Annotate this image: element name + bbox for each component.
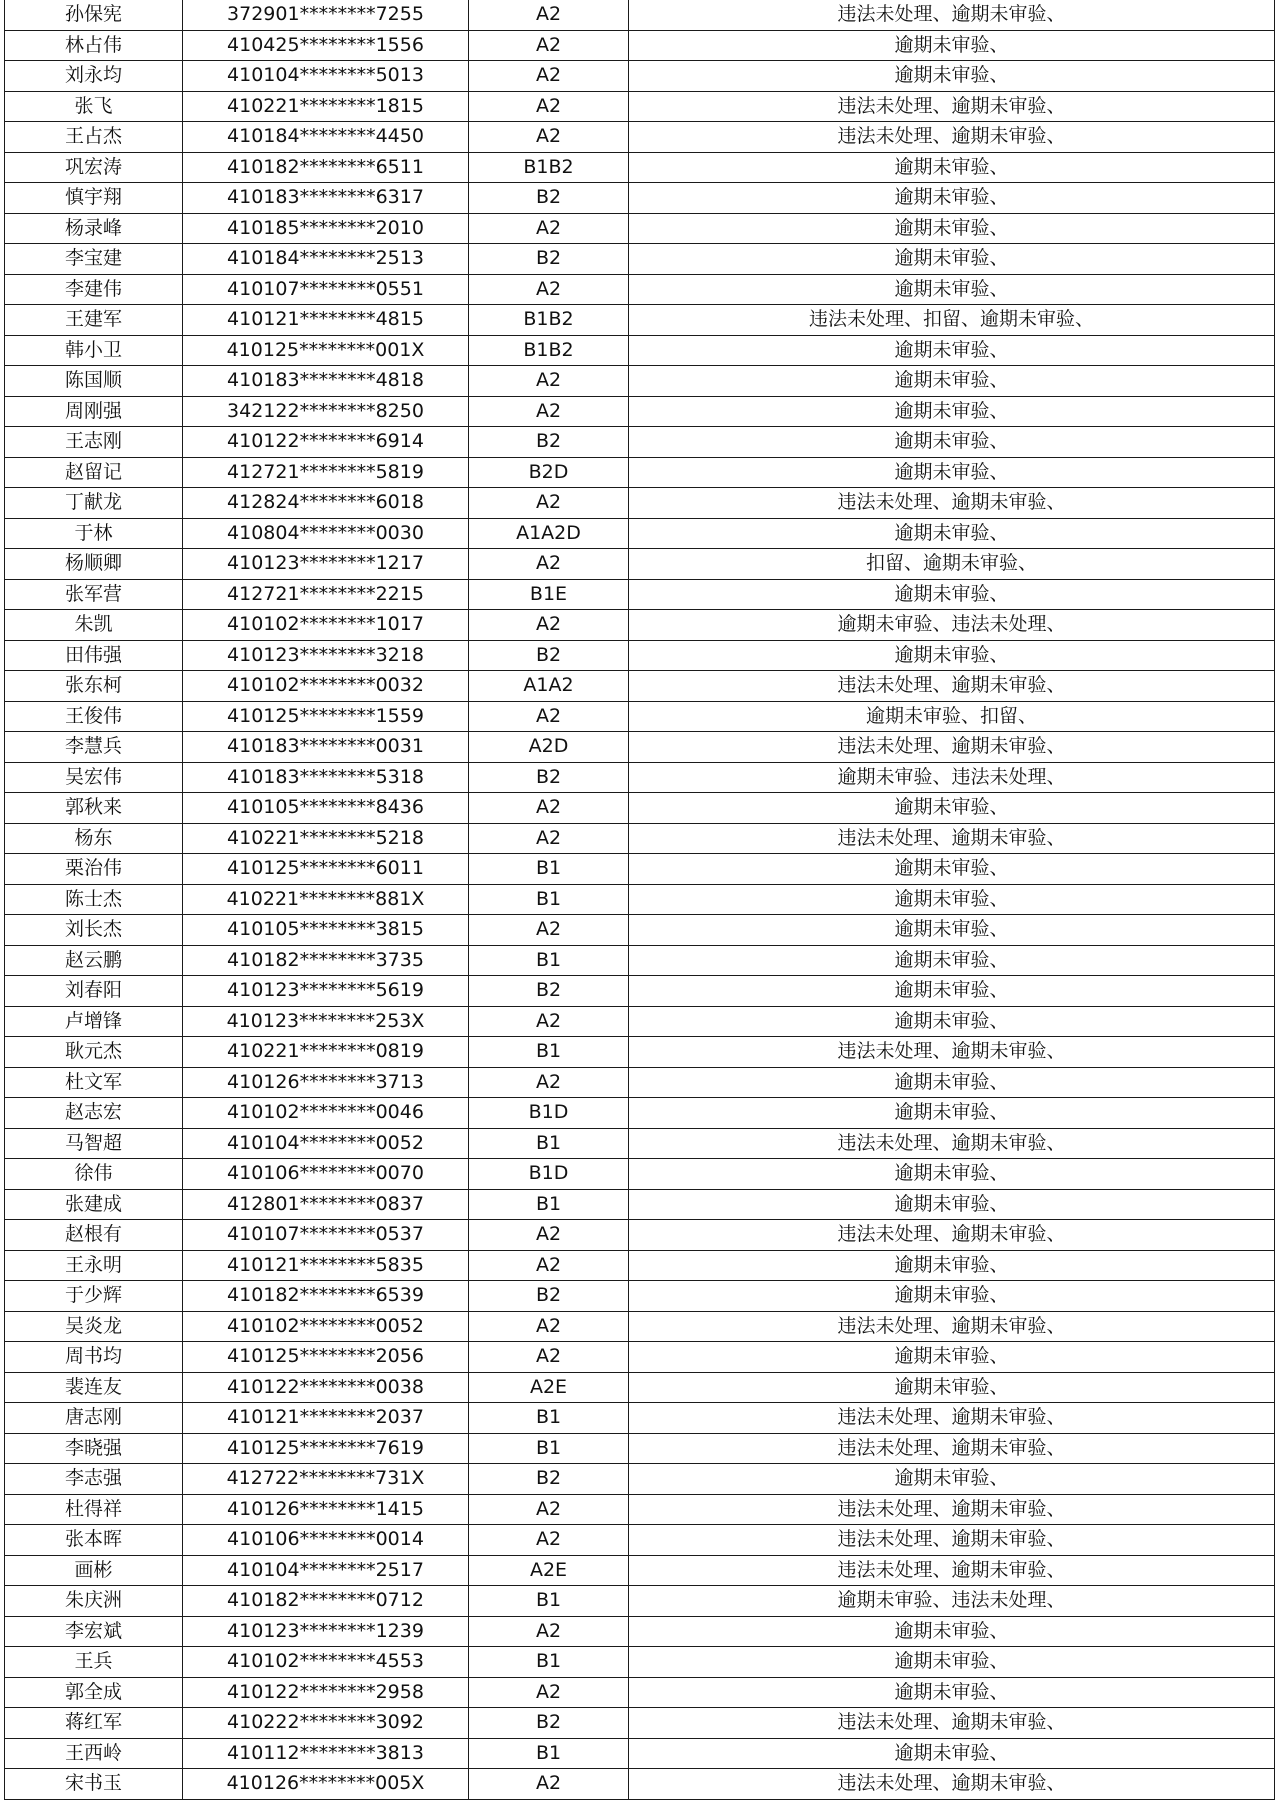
id-number-cell: 410104********2517 xyxy=(183,1555,469,1586)
id-number-cell: 410804********0030 xyxy=(183,518,469,549)
table-row xyxy=(5,1616,1275,1647)
table-row xyxy=(5,610,1275,641)
id-number-cell: 410107********0551 xyxy=(183,274,469,305)
license-class-cell: B2D xyxy=(469,457,629,488)
id-number-cell: 410126********1415 xyxy=(183,1494,469,1525)
id-number-cell: 410106********0070 xyxy=(183,1159,469,1190)
id-number-cell: 410125********7619 xyxy=(183,1433,469,1464)
status-cell: 违法未处理、逾期未审验、 xyxy=(629,1433,1275,1464)
id-number-cell: 410221********1815 xyxy=(183,91,469,122)
status-cell: 违法未处理、逾期未审验、 xyxy=(629,1555,1275,1586)
driver-name-cell: 张东柯 xyxy=(5,671,183,702)
table-row xyxy=(5,1494,1275,1525)
driver-name-cell: 陈国顺 xyxy=(5,366,183,397)
status-cell: 逾期未审验、 xyxy=(629,915,1275,946)
status-cell: 逾期未审验、 xyxy=(629,1342,1275,1373)
status-cell: 逾期未审验、 xyxy=(629,1616,1275,1647)
driver-name-cell: 李建伟 xyxy=(5,274,183,305)
driver-name-cell: 马智超 xyxy=(5,1128,183,1159)
status-cell: 逾期未审验、 xyxy=(629,61,1275,92)
driver-name-cell: 徐伟 xyxy=(5,1159,183,1190)
id-number-cell: 412801********0837 xyxy=(183,1189,469,1220)
table-row xyxy=(5,335,1275,366)
status-cell: 违法未处理、逾期未审验、 xyxy=(629,91,1275,122)
driver-name-cell: 李慧兵 xyxy=(5,732,183,763)
license-class-cell: A2 xyxy=(469,1616,629,1647)
license-class-cell: A2 xyxy=(469,701,629,732)
license-class-cell: A1A2 xyxy=(469,671,629,702)
id-number-cell: 410425********1556 xyxy=(183,30,469,61)
table-row xyxy=(5,1677,1275,1708)
driver-name-cell: 周书均 xyxy=(5,1342,183,1373)
status-cell: 违法未处理、逾期未审验、 xyxy=(629,1037,1275,1068)
status-cell: 违法未处理、扣留、逾期未审验、 xyxy=(629,305,1275,336)
table-row xyxy=(5,457,1275,488)
id-number-cell: 410183********5318 xyxy=(183,762,469,793)
license-class-cell: B2 xyxy=(469,244,629,275)
table-row xyxy=(5,244,1275,275)
id-number-cell: 410184********2513 xyxy=(183,244,469,275)
id-number-cell: 410185********2010 xyxy=(183,213,469,244)
table-row xyxy=(5,488,1275,519)
id-number-cell: 410121********4815 xyxy=(183,305,469,336)
status-cell: 逾期未审验、 xyxy=(629,335,1275,366)
status-cell: 逾期未审验、 xyxy=(629,976,1275,1007)
table-row xyxy=(5,549,1275,580)
status-cell: 逾期未审验、 xyxy=(629,1738,1275,1769)
id-number-cell: 412722********731X xyxy=(183,1464,469,1495)
license-class-cell: B1 xyxy=(469,1433,629,1464)
driver-name-cell: 张军营 xyxy=(5,579,183,610)
table-row xyxy=(5,793,1275,824)
driver-name-cell: 刘长杰 xyxy=(5,915,183,946)
table-row xyxy=(5,0,1275,30)
license-class-cell: B1 xyxy=(469,1403,629,1434)
status-cell: 逾期未审验、 xyxy=(629,183,1275,214)
table-row xyxy=(5,1464,1275,1495)
table-row xyxy=(5,183,1275,214)
table-row xyxy=(5,1555,1275,1586)
license-class-cell: B2 xyxy=(469,976,629,1007)
status-cell: 逾期未审验、 xyxy=(629,1159,1275,1190)
table-row xyxy=(5,1403,1275,1434)
table-row xyxy=(5,1159,1275,1190)
driver-record-table xyxy=(4,0,1275,1800)
table-row xyxy=(5,122,1275,153)
table-body xyxy=(5,0,1275,1799)
license-class-cell: A2 xyxy=(469,1342,629,1373)
license-class-cell: B2 xyxy=(469,427,629,458)
id-number-cell: 410105********8436 xyxy=(183,793,469,824)
status-cell: 违法未处理、逾期未审验、 xyxy=(629,1220,1275,1251)
driver-name-cell: 朱凯 xyxy=(5,610,183,641)
status-cell: 逾期未审验、 xyxy=(629,457,1275,488)
driver-name-cell: 刘永均 xyxy=(5,61,183,92)
driver-name-cell: 韩小卫 xyxy=(5,335,183,366)
driver-name-cell: 王占杰 xyxy=(5,122,183,153)
status-cell: 逾期未审验、 xyxy=(629,1372,1275,1403)
status-cell: 违法未处理、逾期未审验、 xyxy=(629,1494,1275,1525)
table-row xyxy=(5,1342,1275,1373)
id-number-cell: 410123********1217 xyxy=(183,549,469,580)
table-row xyxy=(5,1220,1275,1251)
id-number-cell: 410182********0712 xyxy=(183,1586,469,1617)
status-cell: 逾期未审验、 xyxy=(629,152,1275,183)
driver-name-cell: 杨顺卿 xyxy=(5,549,183,580)
id-number-cell: 410121********5835 xyxy=(183,1250,469,1281)
id-number-cell: 412721********2215 xyxy=(183,579,469,610)
table-row xyxy=(5,1311,1275,1342)
license-class-cell: B1 xyxy=(469,1037,629,1068)
table-row xyxy=(5,1769,1275,1800)
driver-name-cell: 唐志刚 xyxy=(5,1403,183,1434)
id-number-cell: 410105********3815 xyxy=(183,915,469,946)
status-cell: 违法未处理、逾期未审验、 xyxy=(629,1769,1275,1800)
license-class-cell: B1 xyxy=(469,854,629,885)
status-cell: 逾期未审验、 xyxy=(629,1281,1275,1312)
table-row xyxy=(5,1037,1275,1068)
status-cell: 违法未处理、逾期未审验、 xyxy=(629,1311,1275,1342)
id-number-cell: 410125********2056 xyxy=(183,1342,469,1373)
status-cell: 逾期未审验、 xyxy=(629,396,1275,427)
status-cell: 逾期未审验、 xyxy=(629,1098,1275,1129)
license-class-cell: A2 xyxy=(469,823,629,854)
table-row xyxy=(5,762,1275,793)
table-row xyxy=(5,1433,1275,1464)
driver-name-cell: 王兵 xyxy=(5,1647,183,1678)
license-class-cell: B1B2 xyxy=(469,335,629,366)
license-class-cell: B1E xyxy=(469,579,629,610)
id-number-cell: 410126********005X xyxy=(183,1769,469,1800)
id-number-cell: 410107********0537 xyxy=(183,1220,469,1251)
table-row xyxy=(5,152,1275,183)
license-class-cell: B1 xyxy=(469,1738,629,1769)
table-row xyxy=(5,1098,1275,1129)
id-number-cell: 410122********2958 xyxy=(183,1677,469,1708)
id-number-cell: 342122********8250 xyxy=(183,396,469,427)
license-class-cell: B1D xyxy=(469,1159,629,1190)
license-class-cell: A2 xyxy=(469,30,629,61)
license-class-cell: B1 xyxy=(469,945,629,976)
license-class-cell: B1B2 xyxy=(469,152,629,183)
driver-name-cell: 于林 xyxy=(5,518,183,549)
license-class-cell: A2E xyxy=(469,1372,629,1403)
driver-name-cell: 王西岭 xyxy=(5,1738,183,1769)
status-cell: 逾期未审验、 xyxy=(629,30,1275,61)
driver-name-cell: 慎宇翔 xyxy=(5,183,183,214)
license-class-cell: A2 xyxy=(469,122,629,153)
status-cell: 逾期未审验、 xyxy=(629,1189,1275,1220)
driver-name-cell: 周刚强 xyxy=(5,396,183,427)
status-cell: 违法未处理、逾期未审验、 xyxy=(629,1525,1275,1556)
status-cell: 逾期未审验、 xyxy=(629,366,1275,397)
status-cell: 逾期未审验、扣留、 xyxy=(629,701,1275,732)
table-row xyxy=(5,1281,1275,1312)
license-class-cell: A2 xyxy=(469,91,629,122)
table-row xyxy=(5,854,1275,885)
status-cell: 违法未处理、逾期未审验、 xyxy=(629,1403,1275,1434)
id-number-cell: 412824********6018 xyxy=(183,488,469,519)
driver-name-cell: 李志强 xyxy=(5,1464,183,1495)
driver-name-cell: 田伟强 xyxy=(5,640,183,671)
driver-name-cell: 丁献龙 xyxy=(5,488,183,519)
table-row xyxy=(5,1738,1275,1769)
id-number-cell: 410102********0046 xyxy=(183,1098,469,1129)
driver-name-cell: 孙保宪 xyxy=(5,0,183,30)
driver-name-cell: 朱庆洲 xyxy=(5,1586,183,1617)
driver-name-cell: 王永明 xyxy=(5,1250,183,1281)
table-row xyxy=(5,91,1275,122)
license-class-cell: B2 xyxy=(469,762,629,793)
status-cell: 逾期未审验、 xyxy=(629,884,1275,915)
id-number-cell: 410125********001X xyxy=(183,335,469,366)
status-cell: 逾期未审验、 xyxy=(629,1677,1275,1708)
driver-name-cell: 王志刚 xyxy=(5,427,183,458)
table-row xyxy=(5,1708,1275,1739)
license-class-cell: A2D xyxy=(469,732,629,763)
license-class-cell: A2 xyxy=(469,1769,629,1800)
table-row xyxy=(5,30,1275,61)
driver-name-cell: 刘春阳 xyxy=(5,976,183,1007)
table-row xyxy=(5,518,1275,549)
table-row xyxy=(5,1189,1275,1220)
license-class-cell: B1 xyxy=(469,1128,629,1159)
id-number-cell: 410104********5013 xyxy=(183,61,469,92)
driver-name-cell: 李宝建 xyxy=(5,244,183,275)
license-class-cell: A2 xyxy=(469,488,629,519)
status-cell: 逾期未审验、违法未处理、 xyxy=(629,1586,1275,1617)
driver-name-cell: 赵志宏 xyxy=(5,1098,183,1129)
status-cell: 逾期未审验、 xyxy=(629,793,1275,824)
license-class-cell: A2 xyxy=(469,1006,629,1037)
status-cell: 逾期未审验、 xyxy=(629,640,1275,671)
driver-name-cell: 王建军 xyxy=(5,305,183,336)
driver-name-cell: 栗治伟 xyxy=(5,854,183,885)
license-class-cell: B1D xyxy=(469,1098,629,1129)
status-cell: 逾期未审验、 xyxy=(629,1464,1275,1495)
id-number-cell: 410221********881X xyxy=(183,884,469,915)
license-class-cell: A2 xyxy=(469,1250,629,1281)
id-number-cell: 410122********0038 xyxy=(183,1372,469,1403)
id-number-cell: 410123********3218 xyxy=(183,640,469,671)
driver-name-cell: 于少辉 xyxy=(5,1281,183,1312)
id-number-cell: 410183********4818 xyxy=(183,366,469,397)
id-number-cell: 410183********6317 xyxy=(183,183,469,214)
id-number-cell: 410104********0052 xyxy=(183,1128,469,1159)
id-number-cell: 412721********5819 xyxy=(183,457,469,488)
status-cell: 违法未处理、逾期未审验、 xyxy=(629,732,1275,763)
driver-name-cell: 卢增锋 xyxy=(5,1006,183,1037)
table-row xyxy=(5,61,1275,92)
status-cell: 违法未处理、逾期未审验、 xyxy=(629,122,1275,153)
table-row xyxy=(5,671,1275,702)
driver-name-cell: 吴宏伟 xyxy=(5,762,183,793)
driver-name-cell: 李宏斌 xyxy=(5,1616,183,1647)
license-class-cell: A2 xyxy=(469,1067,629,1098)
table-row xyxy=(5,1525,1275,1556)
table-row xyxy=(5,915,1275,946)
license-class-cell: A2 xyxy=(469,366,629,397)
license-class-cell: A2 xyxy=(469,1525,629,1556)
driver-name-cell: 宋书玉 xyxy=(5,1769,183,1800)
license-class-cell: B1 xyxy=(469,1647,629,1678)
driver-name-cell: 郭秋来 xyxy=(5,793,183,824)
id-number-cell: 410183********0031 xyxy=(183,732,469,763)
license-class-cell: B2 xyxy=(469,1708,629,1739)
driver-name-cell: 李晓强 xyxy=(5,1433,183,1464)
driver-name-cell: 王俊伟 xyxy=(5,701,183,732)
table-row xyxy=(5,1006,1275,1037)
license-class-cell: A1A2D xyxy=(469,518,629,549)
id-number-cell: 410123********1239 xyxy=(183,1616,469,1647)
table-row xyxy=(5,884,1275,915)
table-row xyxy=(5,274,1275,305)
license-class-cell: B1 xyxy=(469,1189,629,1220)
license-class-cell: A2 xyxy=(469,274,629,305)
driver-name-cell: 巩宏涛 xyxy=(5,152,183,183)
status-cell: 违法未处理、逾期未审验、 xyxy=(629,671,1275,702)
id-number-cell: 410112********3813 xyxy=(183,1738,469,1769)
driver-name-cell: 杨录峰 xyxy=(5,213,183,244)
license-class-cell: A2 xyxy=(469,915,629,946)
table-row xyxy=(5,213,1275,244)
driver-name-cell: 杨东 xyxy=(5,823,183,854)
table-row xyxy=(5,366,1275,397)
driver-name-cell: 赵云鹏 xyxy=(5,945,183,976)
id-number-cell: 410102********1017 xyxy=(183,610,469,641)
status-cell: 逾期未审验、违法未处理、 xyxy=(629,762,1275,793)
license-class-cell: B1 xyxy=(469,1586,629,1617)
driver-name-cell: 张本晖 xyxy=(5,1525,183,1556)
id-number-cell: 410102********0032 xyxy=(183,671,469,702)
status-cell: 逾期未审验、 xyxy=(629,579,1275,610)
status-cell: 逾期未审验、违法未处理、 xyxy=(629,610,1275,641)
status-cell: 逾期未审验、 xyxy=(629,274,1275,305)
status-cell: 逾期未审验、 xyxy=(629,854,1275,885)
license-class-cell: B1 xyxy=(469,884,629,915)
id-number-cell: 410125********1559 xyxy=(183,701,469,732)
id-number-cell: 410221********5218 xyxy=(183,823,469,854)
id-number-cell: 410184********4450 xyxy=(183,122,469,153)
license-class-cell: B2 xyxy=(469,1464,629,1495)
table-row xyxy=(5,1067,1275,1098)
status-cell: 逾期未审验、 xyxy=(629,427,1275,458)
license-class-cell: A2 xyxy=(469,213,629,244)
license-class-cell: A2 xyxy=(469,1220,629,1251)
table-row xyxy=(5,701,1275,732)
id-number-cell: 410182********3735 xyxy=(183,945,469,976)
license-class-cell: A2E xyxy=(469,1555,629,1586)
table-row xyxy=(5,1586,1275,1617)
driver-name-cell: 林占伟 xyxy=(5,30,183,61)
status-cell: 逾期未审验、 xyxy=(629,1250,1275,1281)
driver-name-cell: 耿元杰 xyxy=(5,1037,183,1068)
license-class-cell: A2 xyxy=(469,610,629,641)
driver-name-cell: 蒋红军 xyxy=(5,1708,183,1739)
driver-name-cell: 吴炎龙 xyxy=(5,1311,183,1342)
status-cell: 违法未处理、逾期未审验、 xyxy=(629,1128,1275,1159)
table-row xyxy=(5,732,1275,763)
driver-name-cell: 张建成 xyxy=(5,1189,183,1220)
table-row xyxy=(5,305,1275,336)
status-cell: 逾期未审验、 xyxy=(629,1006,1275,1037)
id-number-cell: 410102********4553 xyxy=(183,1647,469,1678)
table-row xyxy=(5,640,1275,671)
id-number-cell: 410106********0014 xyxy=(183,1525,469,1556)
license-class-cell: A2 xyxy=(469,793,629,824)
status-cell: 违法未处理、逾期未审验、 xyxy=(629,1708,1275,1739)
id-number-cell: 410182********6511 xyxy=(183,152,469,183)
status-cell: 逾期未审验、 xyxy=(629,1067,1275,1098)
license-class-cell: B1B2 xyxy=(469,305,629,336)
license-class-cell: B2 xyxy=(469,640,629,671)
license-class-cell: A2 xyxy=(469,1494,629,1525)
id-number-cell: 372901********7255 xyxy=(183,0,469,30)
driver-name-cell: 赵留记 xyxy=(5,457,183,488)
license-class-cell: A2 xyxy=(469,396,629,427)
table-row xyxy=(5,396,1275,427)
status-cell: 逾期未审验、 xyxy=(629,244,1275,275)
id-number-cell: 410126********3713 xyxy=(183,1067,469,1098)
status-cell: 违法未处理、逾期未审验、 xyxy=(629,823,1275,854)
license-class-cell: A2 xyxy=(469,1311,629,1342)
table-row xyxy=(5,823,1275,854)
driver-name-cell: 杜文军 xyxy=(5,1067,183,1098)
driver-name-cell: 赵根有 xyxy=(5,1220,183,1251)
id-number-cell: 410125********6011 xyxy=(183,854,469,885)
driver-name-cell: 陈士杰 xyxy=(5,884,183,915)
status-cell: 扣留、逾期未审验、 xyxy=(629,549,1275,580)
table-row xyxy=(5,976,1275,1007)
license-class-cell: B2 xyxy=(469,183,629,214)
driver-name-cell: 张飞 xyxy=(5,91,183,122)
driver-name-cell: 裴连友 xyxy=(5,1372,183,1403)
table-row xyxy=(5,1250,1275,1281)
id-number-cell: 410182********6539 xyxy=(183,1281,469,1312)
license-class-cell: A2 xyxy=(469,549,629,580)
id-number-cell: 410122********6914 xyxy=(183,427,469,458)
license-class-cell: A2 xyxy=(469,61,629,92)
license-class-cell: A2 xyxy=(469,0,629,30)
table-row xyxy=(5,1128,1275,1159)
status-cell: 违法未处理、逾期未审验、 xyxy=(629,0,1275,30)
status-cell: 违法未处理、逾期未审验、 xyxy=(629,488,1275,519)
driver-name-cell: 画彬 xyxy=(5,1555,183,1586)
driver-name-cell: 杜得祥 xyxy=(5,1494,183,1525)
id-number-cell: 410121********2037 xyxy=(183,1403,469,1434)
license-class-cell: B2 xyxy=(469,1281,629,1312)
table-row xyxy=(5,1647,1275,1678)
id-number-cell: 410123********253X xyxy=(183,1006,469,1037)
status-cell: 逾期未审验、 xyxy=(629,213,1275,244)
table-row xyxy=(5,1372,1275,1403)
id-number-cell: 410222********3092 xyxy=(183,1708,469,1739)
status-cell: 逾期未审验、 xyxy=(629,945,1275,976)
id-number-cell: 410102********0052 xyxy=(183,1311,469,1342)
table-row xyxy=(5,427,1275,458)
table-row xyxy=(5,945,1275,976)
status-cell: 逾期未审验、 xyxy=(629,1647,1275,1678)
table-row xyxy=(5,579,1275,610)
id-number-cell: 410221********0819 xyxy=(183,1037,469,1068)
id-number-cell: 410123********5619 xyxy=(183,976,469,1007)
status-cell: 逾期未审验、 xyxy=(629,518,1275,549)
driver-name-cell: 郭全成 xyxy=(5,1677,183,1708)
license-class-cell: A2 xyxy=(469,1677,629,1708)
